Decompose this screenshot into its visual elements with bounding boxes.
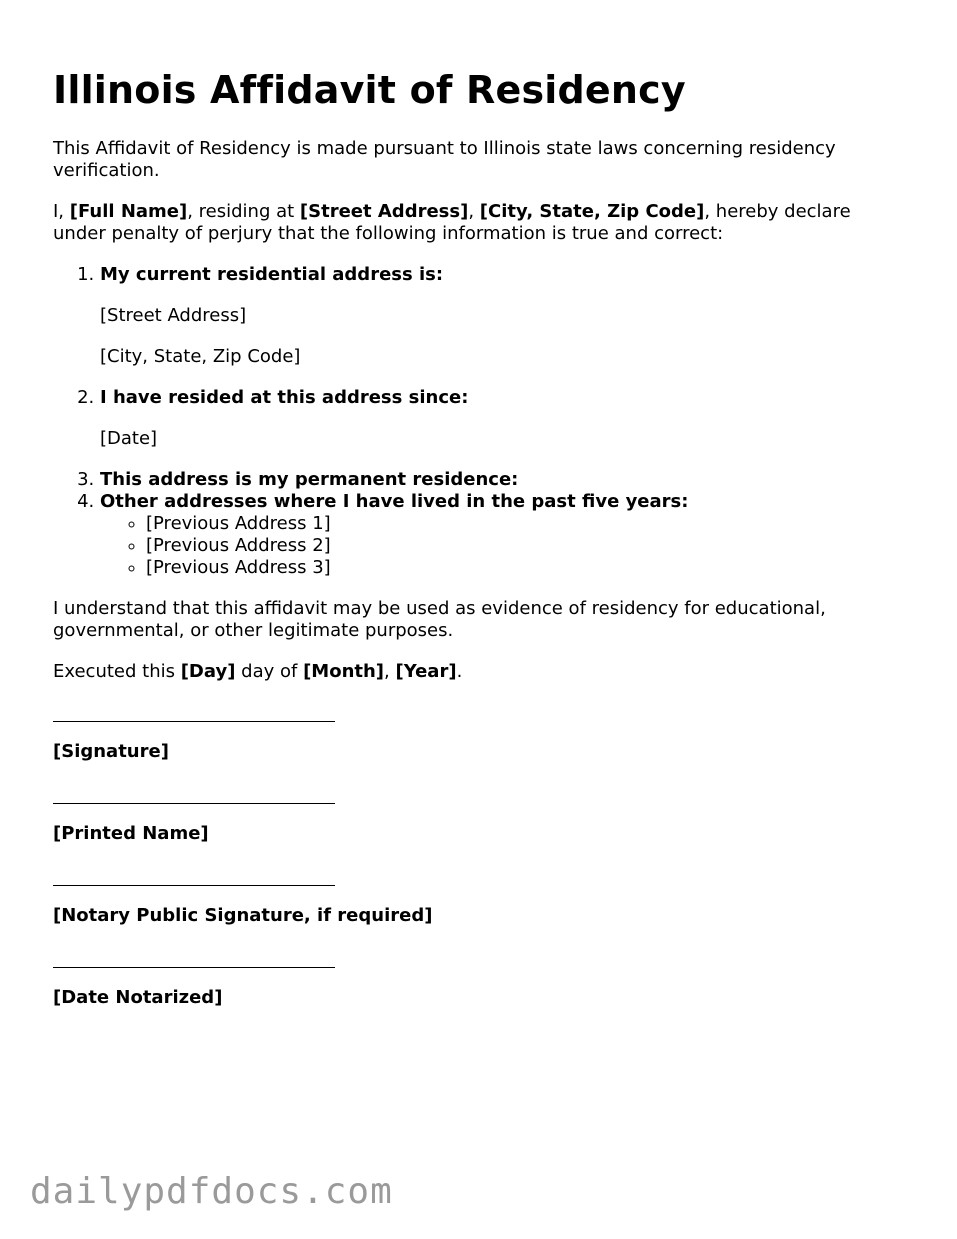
printed-name-line[interactable] bbox=[53, 787, 335, 804]
day-placeholder: [Day] bbox=[180, 661, 236, 682]
notary-signature-line[interactable] bbox=[53, 869, 335, 886]
item-heading: My current residential address is: bbox=[100, 264, 444, 285]
address-city-line: [City, State, Zip Code] bbox=[100, 346, 301, 367]
previous-address-item: ◦ [Previous Address 1] bbox=[146, 513, 903, 535]
street-address-placeholder: [Street Address] bbox=[299, 201, 469, 222]
printed-name-group bbox=[53, 787, 903, 845]
date-line: [Date] bbox=[100, 428, 158, 449]
notary-signature-label: [Notary Public Signature, if required] bbox=[53, 905, 433, 926]
previous-address-item: ◦ [Previous Address 2] bbox=[146, 535, 903, 557]
executed-day-of: day of bbox=[235, 661, 304, 682]
declaration-suffix: , hereby declare under penalty of perjury that the following information is true and correct: bbox=[53, 201, 851, 244]
signature-line[interactable] bbox=[53, 705, 335, 722]
item-previous-addresses bbox=[100, 491, 903, 579]
executed-period: . bbox=[456, 661, 463, 682]
declaration-prefix: I, bbox=[53, 201, 70, 222]
year-placeholder: [Year] bbox=[395, 661, 457, 682]
executed-prefix: Executed this bbox=[53, 661, 181, 682]
declaration-residing: , residing at bbox=[187, 201, 300, 222]
intro-paragraph: This Affidavit of Residency is made pursuant to Illinois state laws concerning residency verification. bbox=[53, 138, 836, 181]
item-current-address bbox=[100, 264, 903, 368]
signature-label: [Signature] bbox=[53, 741, 169, 762]
date-notarized-line[interactable] bbox=[53, 951, 335, 968]
affidavit-document bbox=[53, 66, 903, 1009]
notary-signature-group bbox=[53, 869, 903, 927]
signature-block bbox=[53, 705, 903, 1009]
date-notarized-group bbox=[53, 951, 903, 1009]
printed-name-label: [Printed Name] bbox=[53, 823, 209, 844]
previous-address-list bbox=[100, 513, 903, 579]
declaration-comma: , bbox=[468, 201, 480, 222]
item-permanent-residence bbox=[100, 469, 903, 491]
executed-comma: , bbox=[384, 661, 396, 682]
month-placeholder: [Month] bbox=[303, 661, 385, 682]
declaration-items bbox=[53, 264, 903, 579]
watermark-text: dailypdfdocs.com bbox=[30, 1171, 393, 1212]
full-name-placeholder: [Full Name] bbox=[69, 201, 188, 222]
previous-address-item: ◦ [Previous Address 3] bbox=[146, 557, 903, 579]
address-street-line: [Street Address] bbox=[100, 305, 247, 326]
executed-paragraph bbox=[53, 661, 903, 683]
item-heading: Other addresses where I have lived in the past five years: bbox=[100, 491, 689, 512]
signature-group bbox=[53, 705, 903, 763]
understanding-paragraph: I understand that this affidavit may be used as evidence of residency for educational, governmental, or other legitimate purposes. bbox=[53, 598, 826, 641]
document-title: Illinois Affidavit of Residency bbox=[53, 68, 686, 112]
item-heading: I have resided at this address since: bbox=[100, 387, 469, 408]
item-resided-since bbox=[100, 387, 903, 450]
date-notarized-label: [Date Notarized] bbox=[53, 987, 223, 1008]
declaration-paragraph bbox=[53, 201, 903, 245]
item-heading: This address is my permanent residence: bbox=[100, 469, 519, 490]
city-state-zip-placeholder: [City, State, Zip Code] bbox=[479, 201, 705, 222]
